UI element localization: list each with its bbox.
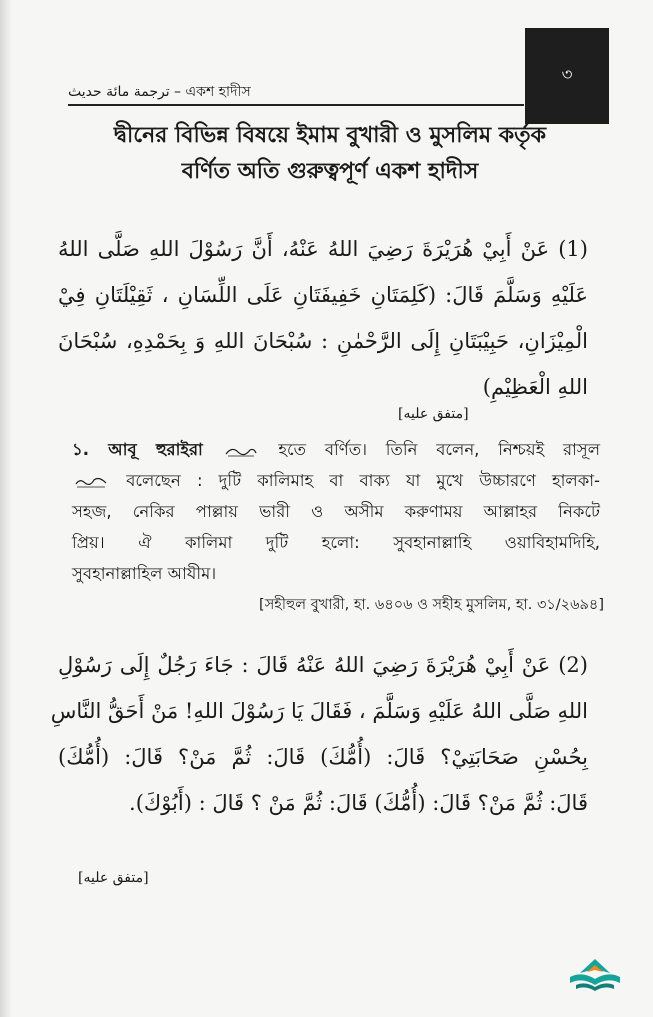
- arabic-line: اللهِ الْعَظِيْمِ): [482, 375, 588, 399]
- translation-line: সুবহানাল্লাহিল আযীম।: [72, 564, 217, 583]
- hadith-1-arabic: [58, 226, 588, 410]
- hadith-1-arabic-reference: [متفق عليه]: [398, 406, 469, 422]
- title-line-2: বর্ণিত অতি গুরুত্বপূর্ণ একশ হাদীস: [181, 159, 479, 184]
- salallahu-alaihi-wasallam-calligraphy-icon: [74, 475, 108, 489]
- hadith-1-bangla-reference: [সহীহুল বুখারী, হা. ৬৪০৬ ও সহীহ মুসলিম, হা. ৩১/২৬৯৪]: [259, 597, 604, 613]
- translation-text: বলেছেন : দুটি কালিমাহ বা বাক্য যা মুখে উচ্চারণে হালকা-: [126, 471, 600, 490]
- translation-text: ১. আবূ হুরাইরা: [72, 440, 203, 459]
- arabic-line: (1) عَنْ أَبِيْ هُرَيْرَةَ رَضِيَ اللهُ عَنْهُ، أَنَّ رَسُوْلَ اللهِ صَلَّى اللهُ: [58, 237, 588, 261]
- translation-line: [72, 434, 600, 465]
- open-book-logo-icon: [566, 955, 624, 995]
- arabic-line: عَلَيْهِ وَسَلَّمَ قَالَ: (كَلِمَتَانِ خَفِيفَتَانِ عَلَى اللِّسَانِ ، ثَقِيْلَتَانِ فِيْ: [58, 283, 588, 307]
- arabic-line: الْمِيْزَانِ، حَبِيْبَتَانِ إِلَى الرَّحْمٰنِ : سُبْحَانَ اللهِ وَ بِحَمْدِهِ، سُبْحَانَ: [58, 329, 588, 353]
- hadith-1-bangla-translation: [72, 434, 600, 589]
- arabic-line: اللهِ صَلَّى اللهُ عَلَيْهِ وَسَلَّمَ ، فَقَالَ يَا رَسُوْلَ اللهِ! مَنْ أَحَقُّ النَّاسِ: [50, 699, 588, 723]
- translation-line: প্রিয়। ঐ কালিমা দুটি হলো: সুবহানাল্লাহি ওয়াবিহামদিহি,: [72, 533, 600, 552]
- translation-line: [72, 465, 600, 496]
- page-number-box: [525, 28, 609, 124]
- page-title: [60, 118, 600, 190]
- radiallahu-anhu-calligraphy-icon: [224, 444, 258, 458]
- arabic-line: (2) عَنْ أَبِيْ هُرَيْرَةَ رَضِيَ اللهُ عَنْهُ قَالَ : جَاءَ رَجُلٌ إِلَى رَسُوْلِ: [58, 653, 588, 677]
- arabic-line: بِحُسْنِ صَحَابَتِيْ؟ قَالَ: (أُمُّكَ) قَالَ: ثُمَّ مَنْ؟ قَالَ: (أُمُّكَ): [58, 745, 588, 769]
- translation-line: সহজ, নেকির পাল্লায় ভারী ও অসীম করুণাময় আল্লাহর নিকটে: [72, 502, 600, 521]
- page-binding-shadow: [0, 0, 12, 1017]
- title-line-1: দ্বীনের বিভিন্ন বিষয়ে ইমাম বুখারী ও মুসলিম কর্তৃক: [113, 123, 547, 148]
- page-number: ৩: [561, 65, 573, 85]
- header-divider: [68, 104, 524, 106]
- translation-text: হতে বর্ণিত। তিনি বলেন, নিশ্চয়ই রাসূল: [278, 440, 601, 459]
- arabic-line: قَالَ: ثُمَّ مَنْ؟ قَالَ: (أُمُّكَ) قَالَ: ثُمَّ مَنْ ؟ قَالَ : (أَبُوْكَ).: [129, 791, 588, 815]
- hadith-2-arabic-reference: [متفق عليه]: [78, 870, 149, 886]
- hadith-2-arabic: [50, 642, 588, 826]
- running-header: ترجمة مائة حديث – একশ হাদীস: [68, 84, 251, 100]
